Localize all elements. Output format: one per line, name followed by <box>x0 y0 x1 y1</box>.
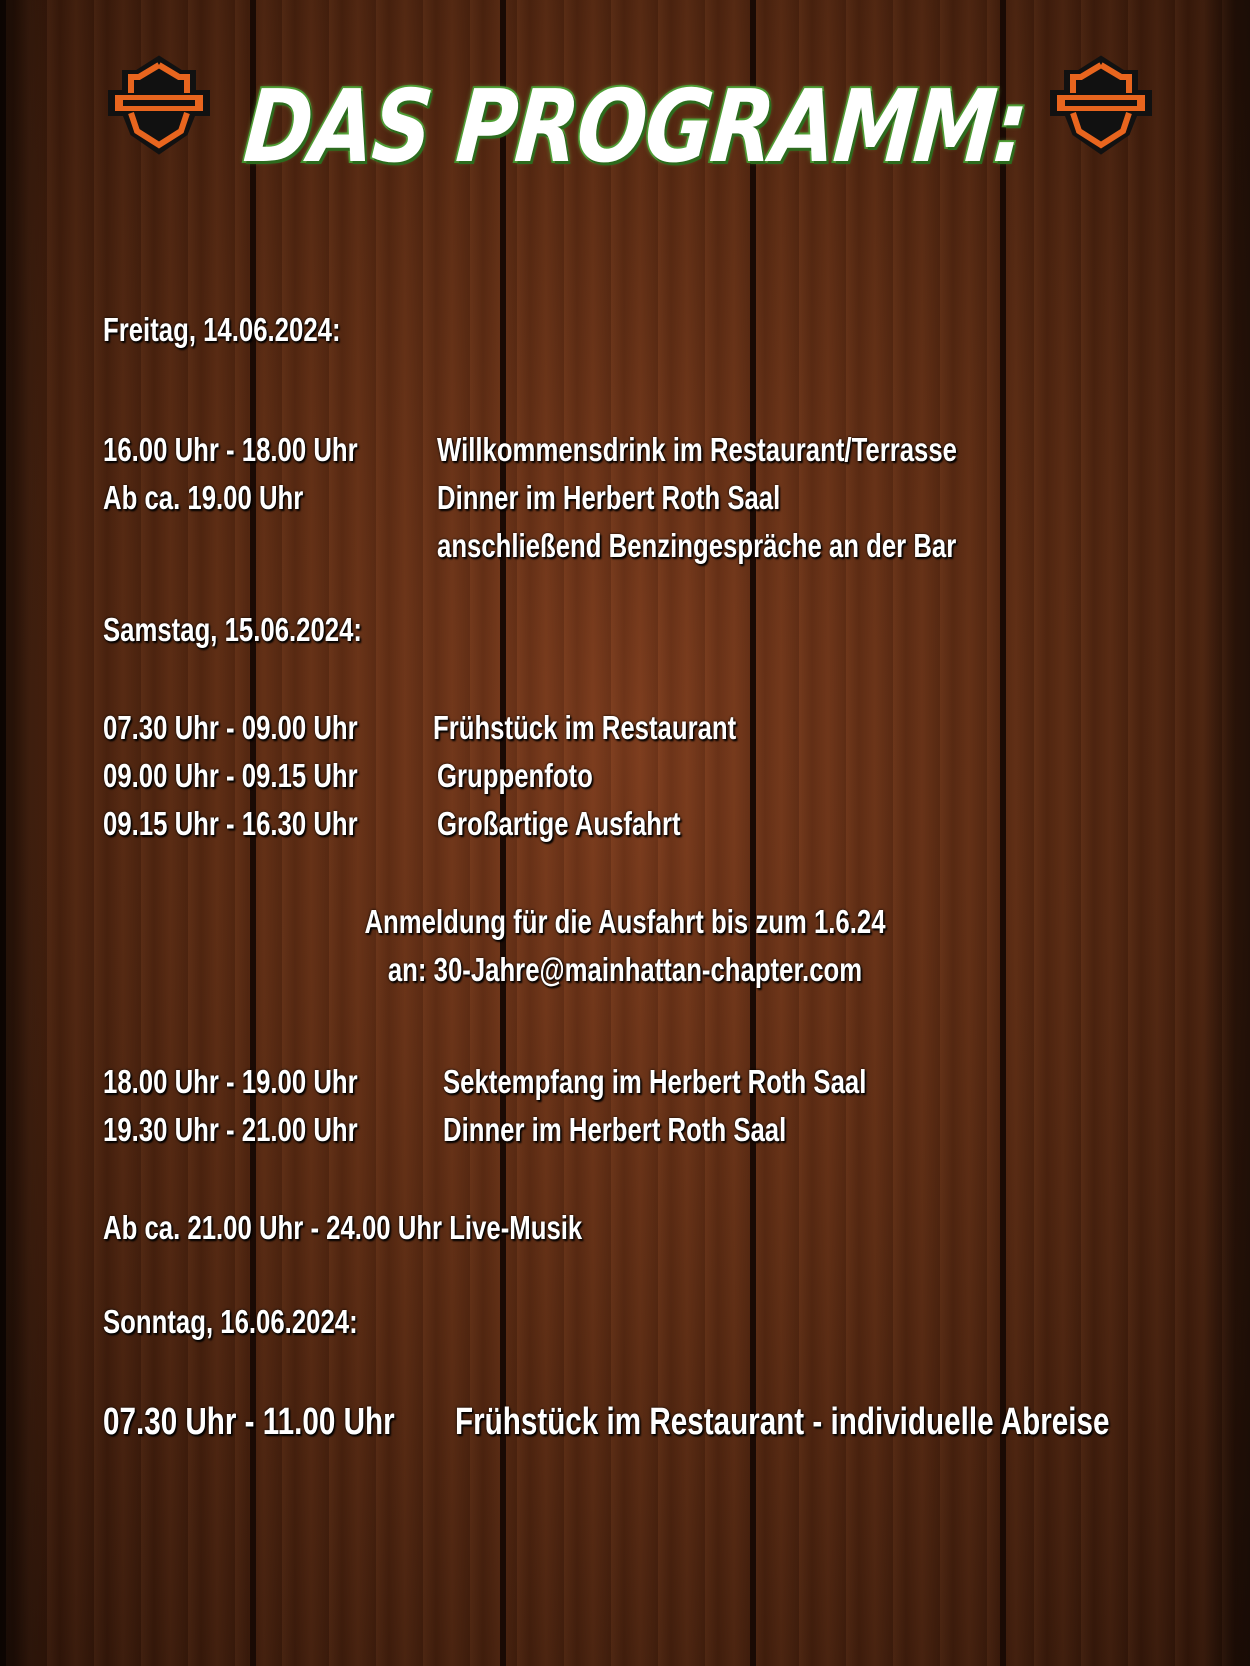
saturday-evening-time-1: 18.00 Uhr - 19.00 Uhr <box>103 1063 358 1100</box>
page-title: DAS PROGRAMM: <box>239 68 1031 185</box>
friday-heading: Freitag, 14.06.2024: <box>103 311 341 348</box>
saturday-evening-time-2: 19.30 Uhr - 21.00 Uhr <box>103 1111 358 1148</box>
friday-time-2: Ab ca. 19.00 Uhr <box>103 479 304 516</box>
saturday-evening-desc-1: Sektempfang im Herbert Roth Saal <box>443 1063 867 1100</box>
saturday-heading: Samstag, 15.06.2024: <box>103 611 362 648</box>
sunday-time-1: 07.30 Uhr - 11.00 Uhr <box>103 1401 395 1443</box>
registration-notice: Anmeldung für die Ausfahrt bis zum 1.6.24 <box>364 903 886 940</box>
friday-desc-3: anschließend Benzingespräche an der Bar <box>437 527 957 564</box>
saturday-time-3: 09.15 Uhr - 16.30 Uhr <box>103 805 358 842</box>
registration-email[interactable]: an: 30-Jahre@mainhattan-chapter.com <box>387 951 863 988</box>
sunday-heading: Sonntag, 16.06.2024: <box>103 1303 358 1340</box>
saturday-desc-1: Frühstück im Restaurant <box>433 709 737 746</box>
shield-logo-right <box>1045 55 1157 155</box>
saturday-evening-desc-2: Dinner im Herbert Roth Saal <box>443 1111 787 1148</box>
live-music: Ab ca. 21.00 Uhr - 24.00 Uhr Live-Musik <box>103 1209 583 1246</box>
shield-logo-left <box>103 55 215 155</box>
saturday-time-1: 07.30 Uhr - 09.00 Uhr <box>103 709 358 746</box>
friday-desc-2: Dinner im Herbert Roth Saal <box>437 479 781 516</box>
friday-desc-1: Willkommensdrink im Restaurant/Terrasse <box>437 431 957 468</box>
saturday-time-2: 09.00 Uhr - 09.15 Uhr <box>103 757 358 794</box>
saturday-desc-2: Gruppenfoto <box>437 757 593 794</box>
saturday-desc-3: Großartige Ausfahrt <box>437 805 681 842</box>
friday-time-1: 16.00 Uhr - 18.00 Uhr <box>103 431 358 468</box>
sunday-desc-1: Frühstück im Restaurant - individuelle Abreise <box>455 1401 1110 1443</box>
